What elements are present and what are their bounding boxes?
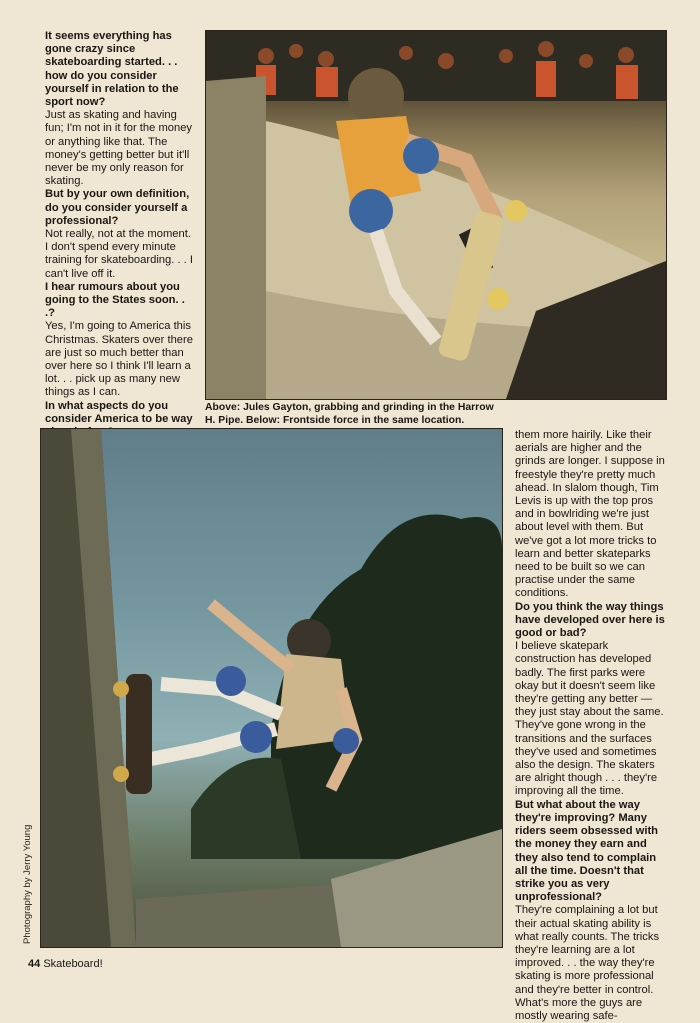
interview-question: In what aspects do you consider America to be way [45, 399, 193, 425]
interview-question: It seems everything has gone crazy since skateboarding started. . . how do you consider yourself in relation to the sport now? [45, 30, 179, 109]
interview-answer: I believe skatepark construction has developed badly. The first parks were okay but it doesn't seem like they're getting any better — they just stay about the same. They've gone wrong in the transitions and the surfaces they've used and sometimes also the design. The skaters are alright though . . . they're improving all the time. [515, 640, 664, 798]
interview-answer: Just as skating and having fun; I'm not in it for the money or anything like that. The money's getting better but it'll never be my only reason for skating. [45, 109, 193, 188]
interview-answer: They're complaining a lot but their actual skating ability is what really counts. The tricks they're learning are a lot improved. . . the way they're skating is more professional and they're better in control. What's more the guys are mostly wearing safe- [515, 904, 660, 1022]
photo-skater-grinding [205, 30, 667, 400]
interview-question: But what about the way they're improving? Many riders seem obsessed with the money they earn and they also tend to complain all the time. Doesn't that strike you as very unprofessional? [515, 798, 659, 904]
magazine-name: Skateboard! [43, 958, 103, 970]
interview-column-right [515, 429, 665, 1023]
page-footer [28, 958, 103, 970]
interview-answer: Not really, not at the moment. I don't spend every minute training for skateboarding. . . I can't live off it. [45, 228, 194, 280]
interview-question: Do you think the way things have developed over here is good or bad? [515, 600, 665, 640]
page-number: 44 [28, 958, 41, 970]
photo-credit: Photography by Jerry Young [22, 824, 33, 944]
photo-skater-frontside-art [41, 429, 502, 947]
interview-column-left [45, 30, 197, 479]
interview-question: But by your own definition, do you consider yourself a professional? [45, 188, 190, 227]
interview-answer: Yes, I'm going to America this Christmas. Skaters over there are just so much better than over here so I think I'll learn a lot. . . pick up as many new things as I can. [45, 320, 193, 399]
photo-caption: Above: Jules Gayton, grabbing and grinding in the Harrow H. Pipe. Below: Frontside force in the same location. [205, 402, 494, 426]
photo-skater-frontside [40, 428, 503, 948]
interview-answer: them more hairily. Like their aerials are higher and the grinds are longer. I suppose in freestyle they're pretty much ahead. In slalom though, Tim Levis is up with the top pros and in bowlriding we're just about level with them. But we've got a lot more tricks to learn and better skateparks need to be built so we can practise under the same conditions. [515, 429, 665, 600]
photo-skater-grinding-art [206, 31, 666, 399]
interview-question: I hear rumours about you going to the States soon. . .? [45, 280, 185, 320]
